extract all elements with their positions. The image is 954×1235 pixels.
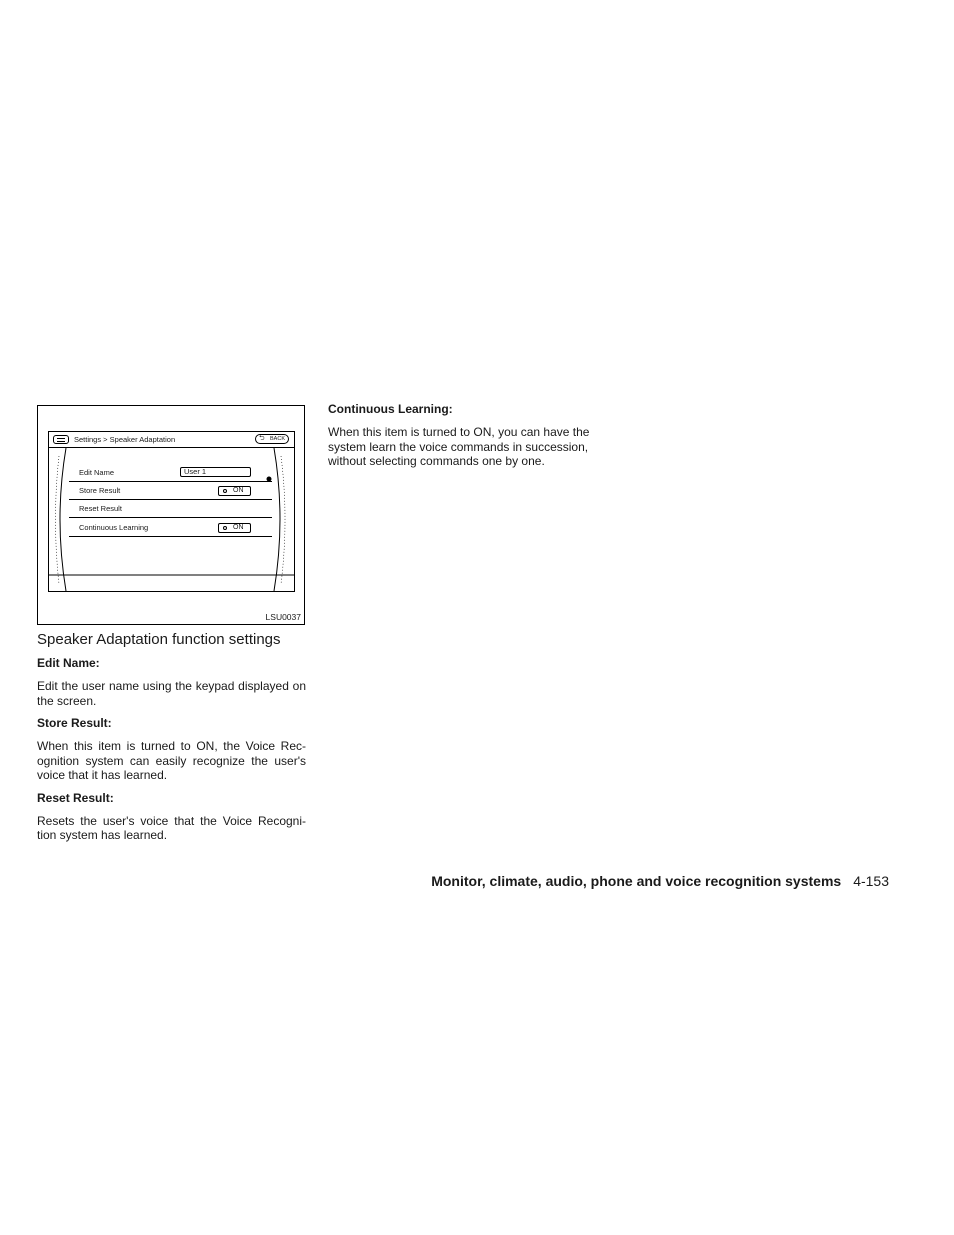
page-number: 4-153: [853, 873, 889, 889]
row-continuous-learning[interactable]: [69, 519, 272, 537]
back-button[interactable]: [255, 434, 289, 444]
footer-section-title: Monitor, climate, audio, phone and voice recognition systems: [431, 873, 842, 889]
store-result-toggle[interactable]: [218, 486, 251, 496]
row-label: Store Result: [79, 486, 121, 495]
section-heading: Reset Result:: [37, 790, 114, 805]
toggle-indicator-icon: [223, 526, 227, 530]
section-heading: Continuous Learning:: [328, 402, 453, 416]
toggle-indicator-icon: [223, 489, 227, 493]
section-heading: Store Result:: [37, 716, 112, 730]
page-footer: [431, 872, 889, 890]
left-column: [37, 631, 306, 851]
figure-id: LSU0037: [265, 612, 301, 622]
screen-display: [48, 431, 295, 592]
row-store-result[interactable]: [69, 482, 272, 500]
section-heading: Edit Name:: [37, 656, 100, 670]
toggle-label: ON: [233, 487, 244, 494]
section-text: Resets the user's voice that the Voice Recogni-tion system has learned.: [37, 813, 306, 842]
back-label: BACK: [270, 436, 285, 442]
figure-caption: Speaker Adaptation function settings: [37, 631, 281, 648]
row-label: Reset Result: [79, 504, 122, 513]
section-text: When this item is turned to ON, the Voice Rec-ognition system can easily recognize the user's voice that it has learned.: [37, 739, 306, 782]
user-name-field[interactable]: User 1: [180, 467, 251, 477]
toggle-label: ON: [233, 524, 244, 531]
menu-icon[interactable]: [53, 435, 69, 444]
section-text: When this item is turned to ON, you can have the system learn the voice commands in succession, without selecting commands one by one.: [328, 425, 590, 468]
screen-title: Settings > Speaker Adaptation: [74, 435, 176, 444]
right-column: [328, 402, 597, 477]
section-text: Edit the user name using the keypad displayed on the screen.: [37, 679, 306, 708]
return-arrow-icon: ⮌: [259, 435, 265, 442]
screen-header: [49, 432, 294, 448]
row-label: Continuous Learning: [79, 523, 149, 532]
figure-speaker-adaptation-screen: [37, 405, 305, 625]
continuous-learning-toggle[interactable]: [218, 523, 251, 533]
row-edit-name[interactable]: [69, 464, 272, 482]
row-reset-result[interactable]: [69, 500, 272, 518]
row-label: Edit Name: [79, 468, 115, 477]
screen-body: [49, 448, 294, 593]
